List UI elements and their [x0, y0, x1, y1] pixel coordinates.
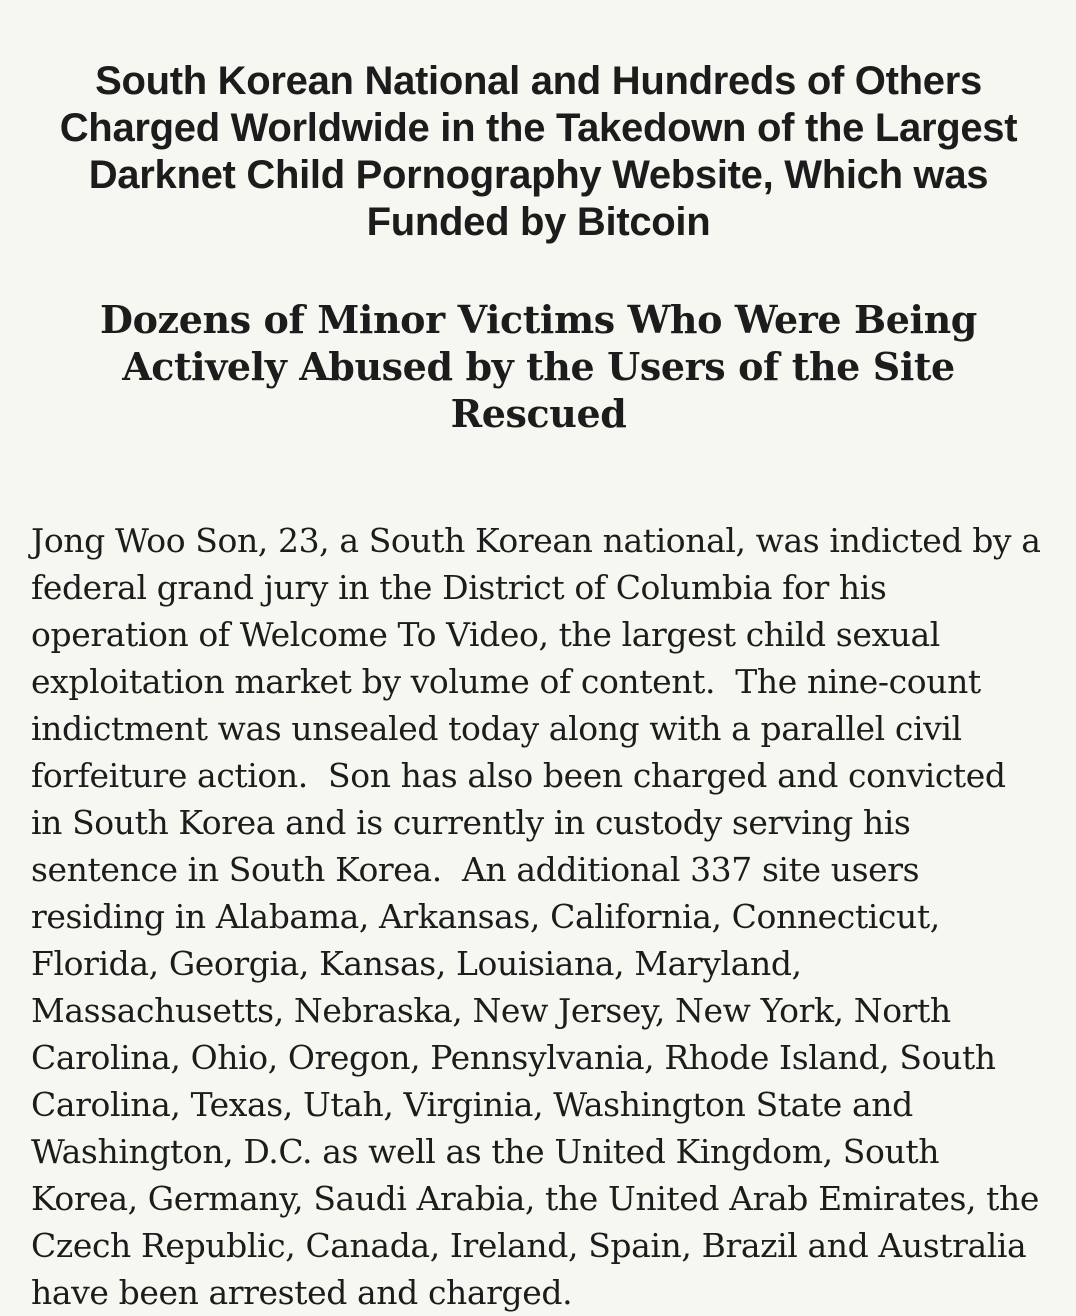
article-headline: South Korean National and Hundreds of Others Charged Worldwide in the Takedown of the Largest Darknet Child Pornography Website, Which was Funded by Bitcoin — [59, 59, 1018, 244]
article-body-paragraph: Jong Woo Son, 23, a South Korean national, was indicted by a federal grand jury in the District of Columbia for his operation of Welcome To Video, the largest child sexual exploitation market by volume of content. The nine-count indictment was unsealed today along with a parallel civil forfeiture action. Son has also been charged and convicted in South Korea and is currently in custody serving his sentence in South Korea. An additional 337 site users residing in Alabama, Arkansas, California, Connecticut, Florida, Georgia, Kansas, Louisiana, Maryland, Massachusetts, Nebraska, New Jersey, New York, North Carolina, Ohio, Oregon, Pennsylvania, Rhode Island, South Carolina, Texas, Utah, Virginia, Washington State and Washington, D.C. as well as the United Kingdom, South Korea, Germany, Saudi Arabia, the United Arab Emirates, the Czech Republic, Canada, Ireland, Spain, Brazil and Australia have been arrested and charged. — [31, 521, 1051, 1312]
article-subheadline: Dozens of Minor Victims Who Were Being Actively Abused by the Users of the Site Rescued — [100, 297, 977, 436]
